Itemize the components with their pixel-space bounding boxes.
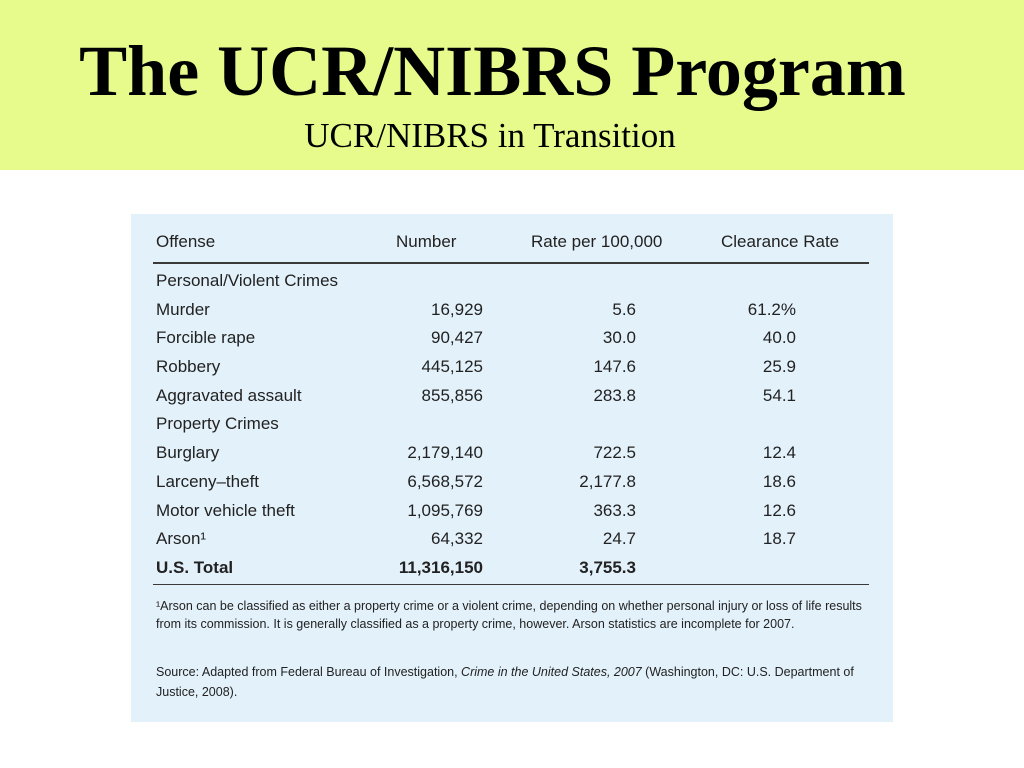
cell-number: 855,856 [421, 385, 483, 405]
header-divider [153, 262, 869, 264]
table-header-row [131, 232, 893, 258]
cell-offense: U.S. Total [156, 557, 234, 577]
cell-offense: Larceny–theft [156, 471, 260, 491]
cell-clearance-rate: 25.9 [762, 357, 796, 377]
table-row [131, 497, 893, 526]
header-rate: Rate per 100,000 [531, 232, 663, 251]
cell-rate: 2,177.8 [579, 471, 636, 491]
cell-rate: 722.5 [593, 443, 636, 463]
cell-clearance-rate: 18.6 [762, 471, 796, 491]
cell-clearance-rate: 12.6 [762, 500, 796, 520]
cell-clearance-rate: 18.7 [762, 529, 796, 549]
crime-statistics-table [131, 214, 893, 722]
table-row [131, 296, 893, 325]
table-row [131, 382, 893, 411]
header-number: Number [396, 232, 457, 251]
cell-number: 16,929 [431, 299, 483, 319]
source-suffix: (Washington, DC: U.S. Department of Justice, 2008). [156, 665, 854, 699]
cell-number: 6,568,572 [407, 471, 483, 491]
cell-offense: Murder [156, 299, 210, 319]
cell-number: 2,179,140 [407, 443, 483, 463]
table-row [131, 353, 893, 382]
cell-rate: 5.6 [612, 299, 636, 319]
cell-offense: Motor vehicle theft [156, 500, 295, 520]
footer-divider [153, 584, 869, 585]
cell-number: 11,316,150 [398, 557, 483, 577]
cell-number: 1,095,769 [407, 500, 483, 520]
slide-subtitle: UCR/NIBRS in Transition [304, 116, 676, 155]
section-row [131, 410, 893, 439]
cell-clearance-rate: 61.2% [747, 299, 796, 319]
cell-clearance-rate: 54.1 [762, 385, 796, 405]
total-row [131, 554, 893, 583]
cell-offense: Property Crimes [156, 414, 279, 434]
cell-number: 445,125 [421, 357, 483, 377]
table-row [131, 468, 893, 497]
cell-number: 64,332 [431, 529, 483, 549]
cell-rate: 363.3 [593, 500, 636, 520]
cell-number: 90,427 [431, 328, 483, 348]
table-body [131, 267, 893, 583]
source-prefix: Source: Adapted from Federal Bureau of Investigation, [156, 665, 462, 679]
header-offense: Offense [156, 232, 216, 251]
table-row [131, 525, 893, 554]
header-clearance-rate: Clearance Rate [721, 232, 840, 251]
cell-offense: Forcible rape [156, 328, 256, 348]
section-row [131, 267, 893, 296]
cell-offense: Personal/Violent Crimes [156, 271, 339, 290]
cell-clearance-rate: 40.0 [762, 328, 796, 348]
table-row [131, 324, 893, 353]
source-title: Crime in the United States, 2007 [461, 665, 642, 679]
table-source [156, 662, 874, 702]
cell-clearance-rate: 12.4 [762, 443, 796, 463]
cell-offense: Burglary [156, 443, 220, 463]
cell-offense: Aggravated assault [156, 385, 302, 405]
table-footnote: ¹Arson can be classified as either a property crime or a violent crime, depending on whether personal injury or loss of life results from its commission. It is generally classified as a property crime, however. Arson statistics are incomplete for 2007. [156, 599, 862, 631]
cell-rate: 283.8 [593, 385, 636, 405]
table-row [131, 439, 893, 468]
cell-rate: 147.6 [593, 357, 636, 377]
slide-title: The UCR/NIBRS Program [79, 31, 906, 111]
cell-rate: 30.0 [602, 328, 636, 348]
cell-offense: Arson¹ [156, 529, 207, 549]
cell-offense: Robbery [156, 357, 221, 377]
cell-rate: 24.7 [602, 529, 636, 549]
cell-rate: 3,755.3 [579, 557, 636, 577]
